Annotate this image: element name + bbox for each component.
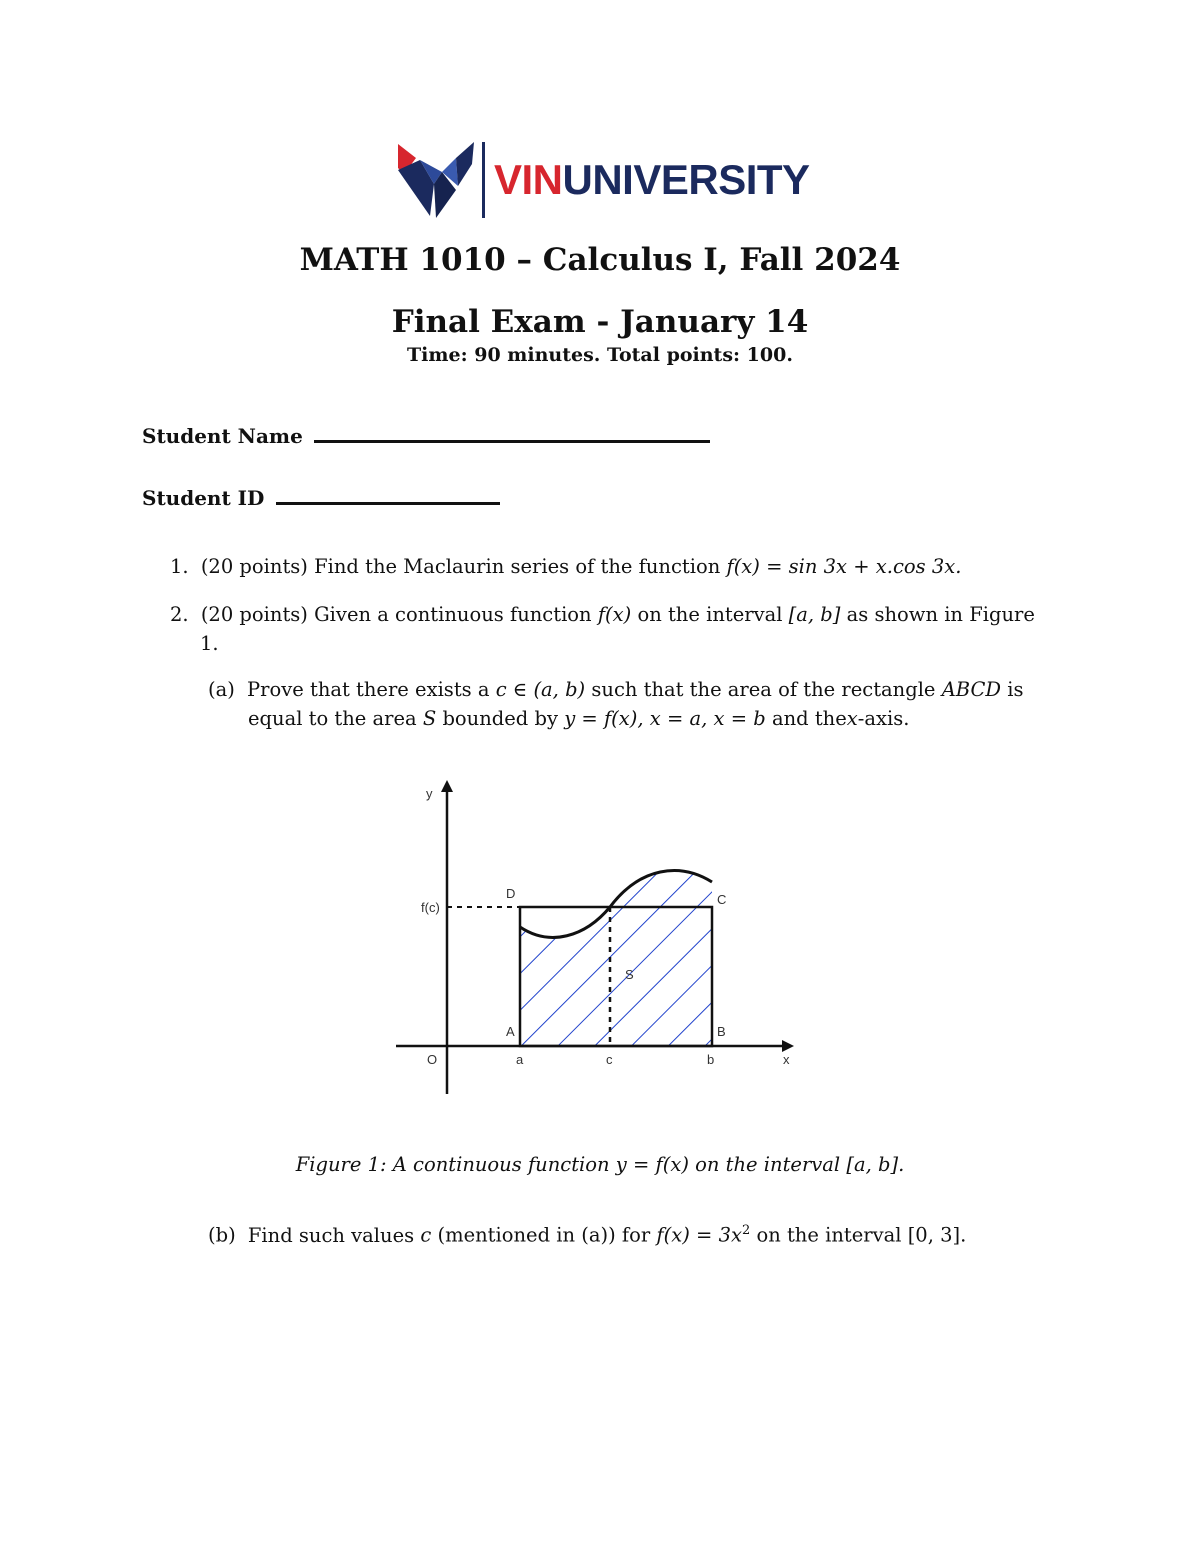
part-a-line1-c: is [1007,678,1024,701]
label-a-point: A [506,1024,515,1039]
part-a-line2-d: -axis. [857,707,910,730]
part-b-m: c [420,1223,432,1247]
course-title: MATH 1010 – Calculus I, Fall 2024 [299,242,901,278]
q1-text: Find the Maclaurin series of the function [314,555,721,578]
q2-text-b: on the interval [637,603,783,626]
logo-text-university: UNIVERSITY [562,156,810,203]
student-id-line[interactable] [276,502,500,505]
part-a-label: (a) [208,678,235,701]
figure-caption: Figure 1: A continuous function y = f(x) on the interval [a, b]. [295,1153,905,1176]
part-a-line2-b: bounded by [442,707,558,730]
part-a-line1-m: c ∈ (a, b) [495,678,586,701]
student-id-label: Student ID [142,486,265,510]
shaded-area-s [520,852,712,1048]
q2-text-d: 1. [200,632,219,655]
part-a-line2-a: equal to the area [248,707,417,730]
logo-text-vin: VIN [494,156,563,203]
label-b: b [707,1052,715,1067]
q2-text-c: as shown in Figure [846,603,1035,626]
q2-text-a: Given a continuous function [314,603,592,626]
part-b-text-a: Find such values [247,1223,415,1247]
part-b-exp: 2 [741,1223,751,1238]
part-a-line2-c: and the [771,707,847,730]
part-b-interval: [0, 3]. [907,1223,967,1247]
x-axis-arrow [782,1040,794,1052]
logo-mark-icon [396,140,480,220]
student-name-label: Student Name [142,424,303,448]
part-a-line2-m: S [422,707,437,730]
part-b-formula: f(x) = 3x [656,1223,742,1247]
label-fc: f(c) [421,900,440,915]
part-b-label: (b) [208,1223,236,1247]
part-b-text-c: on the interval [756,1223,902,1247]
q2-f: f(x) [597,603,632,626]
exam-title: Final Exam - January 14 [391,304,809,340]
label-y: y [426,786,433,801]
label-a: a [516,1052,524,1067]
label-d: D [506,886,516,901]
y-axis-arrow [441,780,453,792]
part-a-line2-m3: x [846,707,858,730]
part-a-line1-a: Prove that there exists a [247,678,490,701]
label-origin: O [427,1052,438,1067]
q1-number: 1. [170,555,189,578]
logo-wordmark [494,154,810,206]
q2-points: (20 points) [200,603,308,626]
part-a-line1-b: such that the area of the rectangle [591,678,936,701]
q2-part-a [208,675,1068,704]
q2-number: 2. [170,603,189,626]
q2-part-a-line2 [248,704,909,733]
label-s: S [625,967,634,982]
university-logo [396,140,816,220]
q2-interval: [a, b] [788,603,841,626]
q1-points: (20 points) [200,555,308,578]
question-2 [170,600,1060,629]
q1-formula: f(x) = sin 3x + x.cos 3x. [726,555,962,578]
q2-part-b [208,1216,966,1250]
label-c-point: C [717,892,727,907]
label-b-point: B [717,1024,726,1039]
logo-divider [482,142,485,218]
label-x: x [783,1052,790,1067]
label-c: c [606,1052,613,1067]
student-name-line[interactable] [314,440,710,443]
part-a-line1-m2: ABCD [941,678,1002,701]
figure-1 [390,772,810,1102]
part-a-line2-m2: y = f(x), x = a, x = b [564,707,766,730]
exam-info: Time: 90 minutes. Total points: 100. [407,344,793,366]
part-b-text-b: (mentioned in (a)) for [437,1223,651,1247]
question-1 [170,552,961,581]
